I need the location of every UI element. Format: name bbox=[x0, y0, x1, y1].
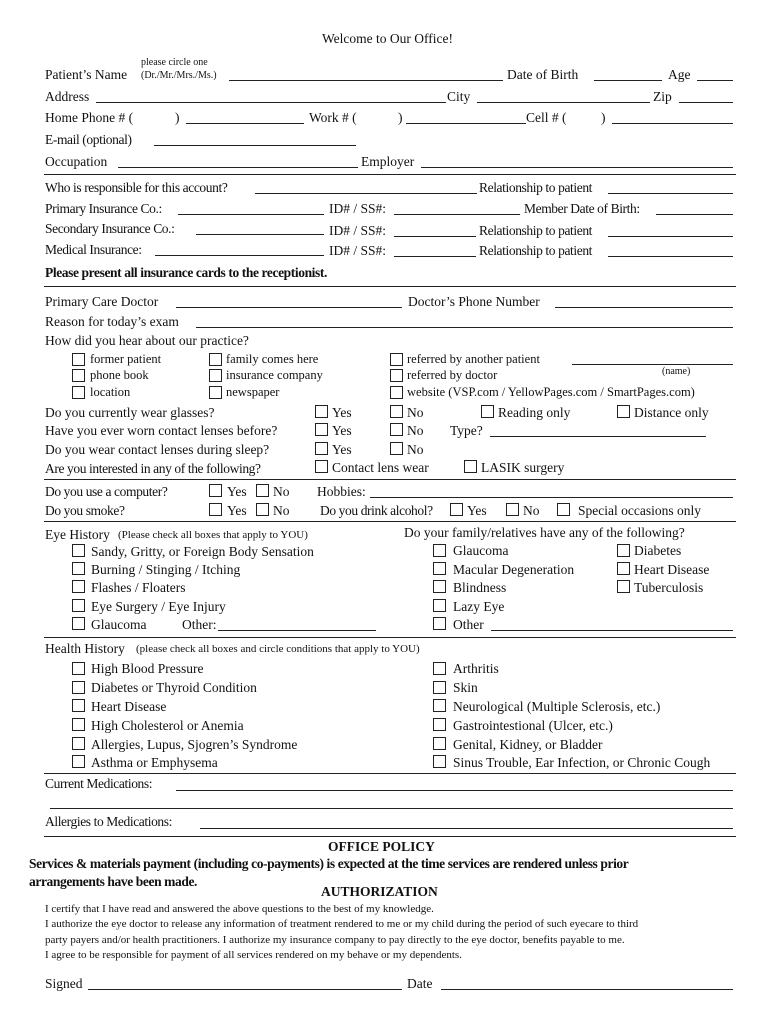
medical-relationship-field[interactable] bbox=[608, 256, 733, 257]
family-history-item: Glaucoma bbox=[453, 543, 509, 558]
work-phone-paren: ) bbox=[398, 110, 403, 125]
authorization-title: AUTHORIZATION bbox=[321, 884, 438, 899]
smoke-no-label: No bbox=[273, 503, 290, 518]
current-medications-label: Current Medications: bbox=[45, 776, 153, 791]
lens-type-field[interactable] bbox=[490, 436, 706, 437]
alcohol-no-label: No bbox=[523, 503, 540, 518]
family-other-field[interactable] bbox=[491, 630, 733, 631]
medical-insurance-field[interactable] bbox=[155, 255, 324, 256]
home-phone-paren: ) bbox=[175, 110, 180, 125]
date-label: Date bbox=[407, 976, 433, 991]
insurance-company-checkbox[interactable] bbox=[209, 369, 222, 382]
family-history-item: Heart Disease bbox=[634, 562, 710, 577]
secondary-relationship-field[interactable] bbox=[608, 236, 733, 237]
family-comes-here-checkbox[interactable] bbox=[209, 353, 222, 366]
sleep-no-label: No bbox=[407, 442, 424, 457]
interest-question: Are you interested in any of the following? bbox=[45, 461, 261, 476]
circle-hint: please circle one bbox=[141, 57, 208, 68]
eye-history-item: Sandy, Gritty, or Foreign Body Sensation bbox=[91, 544, 314, 559]
health-history-item: High Blood Pressure bbox=[91, 661, 204, 676]
authorization-line: I agree to be responsible for payment of all services rendered on my behave or my dependents. bbox=[45, 949, 462, 961]
divider bbox=[44, 521, 736, 522]
website-checkbox[interactable] bbox=[390, 386, 403, 399]
email-label: E-mail (optional) bbox=[45, 132, 132, 147]
family-history-checkbox[interactable] bbox=[433, 617, 446, 630]
zip-label: Zip bbox=[653, 89, 672, 104]
medical-relationship-label: Relationship to patient bbox=[479, 243, 593, 258]
family-history-title: Do your family/relatives have any of the following? bbox=[404, 525, 685, 540]
divider bbox=[44, 479, 736, 480]
family-history-item: Tuberculosis bbox=[634, 580, 704, 595]
doctor-phone-label: Doctor’s Phone Number bbox=[408, 294, 540, 309]
allergies-field[interactable] bbox=[200, 828, 733, 829]
family-history-item: Lazy Eye bbox=[453, 599, 505, 614]
divider bbox=[44, 286, 736, 287]
relationship-field[interactable] bbox=[608, 193, 733, 194]
distance-only-label: Distance only bbox=[634, 405, 709, 420]
health-history-checkbox[interactable] bbox=[433, 737, 446, 750]
contacts-yes-checkbox[interactable] bbox=[315, 423, 328, 436]
newspaper-checkbox[interactable] bbox=[209, 386, 222, 399]
health-history-checkbox[interactable] bbox=[433, 681, 446, 694]
cell-phone-field[interactable] bbox=[612, 123, 733, 124]
secondary-id-field[interactable] bbox=[394, 236, 476, 237]
family-history-checkbox[interactable] bbox=[433, 599, 446, 612]
referred-patient-label: referred by another patient bbox=[407, 352, 540, 366]
health-history-checkbox[interactable] bbox=[433, 755, 446, 768]
medical-insurance-label: Medical Insurance: bbox=[45, 242, 142, 257]
signature-date-field[interactable] bbox=[441, 989, 733, 990]
pcp-field[interactable] bbox=[176, 307, 402, 308]
contacts-no-label: No bbox=[407, 423, 424, 438]
smoke-yes-checkbox[interactable] bbox=[209, 503, 222, 516]
city-field[interactable] bbox=[477, 102, 650, 103]
alcohol-special-checkbox[interactable] bbox=[557, 503, 570, 516]
primary-id-label: ID# / SS#: bbox=[329, 201, 387, 216]
zip-field[interactable] bbox=[679, 102, 733, 103]
allergies-label: Allergies to Medications: bbox=[45, 814, 172, 829]
hobbies-label: Hobbies: bbox=[317, 484, 366, 499]
family-history-checkbox[interactable] bbox=[433, 544, 446, 557]
alcohol-question: Do you drink alcohol? bbox=[320, 503, 433, 518]
distance-only-checkbox[interactable] bbox=[617, 405, 630, 418]
family-history-item: Other bbox=[453, 617, 484, 632]
current-medications-field-2[interactable] bbox=[50, 808, 733, 809]
hobbies-field[interactable] bbox=[370, 497, 733, 498]
lasik-label: LASIK surgery bbox=[481, 460, 565, 475]
home-phone-label: Home Phone # ( bbox=[45, 110, 134, 125]
health-history-checkbox[interactable] bbox=[72, 699, 85, 712]
signed-label: Signed bbox=[45, 976, 83, 991]
sleep-yes-checkbox[interactable] bbox=[315, 442, 328, 455]
computer-yes-checkbox[interactable] bbox=[209, 484, 222, 497]
office-policy-title: OFFICE POLICY bbox=[328, 839, 435, 854]
contacts-no-checkbox[interactable] bbox=[390, 423, 403, 436]
reason-label: Reason for today’s exam bbox=[45, 314, 179, 329]
title-options: (Dr./Mr./Mrs./Ms.) bbox=[141, 70, 217, 81]
patient-name-label: Patient’s Name bbox=[45, 67, 128, 82]
sleep-yes-label: Yes bbox=[332, 442, 352, 457]
reason-field[interactable] bbox=[196, 327, 733, 328]
employer-label: Employer bbox=[361, 154, 415, 169]
health-history-item: Gastrointestional (Ulcer, etc.) bbox=[453, 718, 613, 733]
lasik-checkbox[interactable] bbox=[464, 460, 477, 473]
secondary-relationship-label: Relationship to patient bbox=[479, 223, 593, 238]
smoke-yes-label: Yes bbox=[227, 503, 247, 518]
current-medications-field[interactable] bbox=[176, 790, 733, 791]
authorization-line: I certify that I have read and answered the above questions to the best of my knowledge. bbox=[45, 903, 434, 915]
family-history-checkbox[interactable] bbox=[617, 544, 630, 557]
employer-field[interactable] bbox=[421, 167, 733, 168]
alcohol-yes-checkbox[interactable] bbox=[450, 503, 463, 516]
cell-phone-label: Cell # ( bbox=[526, 110, 567, 125]
former-patient-label: former patient bbox=[90, 352, 162, 366]
sleep-question: Do you wear contact lenses during sleep? bbox=[45, 442, 270, 457]
doctor-phone-field[interactable] bbox=[555, 307, 733, 308]
eye-history-title: Eye History bbox=[45, 527, 110, 542]
alcohol-no-checkbox[interactable] bbox=[506, 503, 519, 516]
health-history-title: Health History bbox=[45, 641, 125, 656]
health-history-checkbox[interactable] bbox=[72, 681, 85, 694]
occupation-field[interactable] bbox=[118, 167, 358, 168]
phone-book-label: phone book bbox=[90, 368, 149, 382]
eye-history-item: Glaucoma bbox=[91, 617, 147, 632]
pcp-label: Primary Care Doctor bbox=[45, 294, 159, 309]
contact-lens-wear-checkbox[interactable] bbox=[315, 460, 328, 473]
health-history-item: Allergies, Lupus, Sjogren’s Syndrome bbox=[91, 737, 298, 752]
health-history-item: Asthma or Emphysema bbox=[91, 755, 218, 770]
health-history-checkbox[interactable] bbox=[433, 662, 446, 675]
smoke-question: Do you smoke? bbox=[45, 503, 125, 518]
home-phone-field[interactable] bbox=[186, 123, 304, 124]
reading-only-checkbox[interactable] bbox=[481, 405, 494, 418]
occupation-label: Occupation bbox=[45, 154, 108, 169]
referrer-name-field[interactable] bbox=[572, 364, 733, 365]
signature-field[interactable] bbox=[88, 989, 402, 990]
patient-name-field[interactable] bbox=[229, 80, 503, 81]
contacts-question: Have you ever worn contact lenses before? bbox=[45, 423, 278, 438]
name-hint: (name) bbox=[662, 366, 691, 377]
glasses-question: Do you currently wear glasses? bbox=[45, 405, 215, 420]
eye-history-checkbox[interactable] bbox=[72, 617, 85, 630]
primary-insurance-field[interactable] bbox=[178, 214, 324, 215]
website-label: website (VSP.com / YellowPages.com / SmartPages.com) bbox=[407, 385, 695, 399]
glasses-no-checkbox[interactable] bbox=[390, 405, 403, 418]
referred-doctor-checkbox[interactable] bbox=[390, 369, 403, 382]
work-phone-field[interactable] bbox=[406, 123, 526, 124]
address-label: Address bbox=[45, 89, 90, 104]
secondary-insurance-label: Secondary Insurance Co.: bbox=[45, 221, 175, 236]
newspaper-label: newspaper bbox=[226, 385, 280, 399]
secondary-insurance-field[interactable] bbox=[196, 234, 324, 235]
family-history-item: Blindness bbox=[453, 580, 507, 595]
family-history-checkbox[interactable] bbox=[617, 580, 630, 593]
work-phone-label: Work # ( bbox=[309, 110, 357, 125]
location-label: location bbox=[90, 385, 131, 399]
responsible-field[interactable] bbox=[255, 193, 477, 194]
computer-question: Do you use a computer? bbox=[45, 484, 168, 499]
health-history-item: Heart Disease bbox=[91, 699, 167, 714]
contact-lens-wear-label: Contact lens wear bbox=[332, 460, 429, 475]
family-history-checkbox[interactable] bbox=[617, 562, 630, 575]
authorization-line: party payers and/or health practitioners. I authorize my insurance company to pay directly to the eye doctor, benefits payable to me. bbox=[45, 934, 625, 946]
eye-history-checkbox[interactable] bbox=[72, 599, 85, 612]
age-field[interactable] bbox=[697, 80, 733, 81]
health-history-checkbox[interactable] bbox=[72, 755, 85, 768]
location-checkbox[interactable] bbox=[72, 386, 85, 399]
reading-only-label: Reading only bbox=[498, 405, 571, 420]
health-history-item: Arthritis bbox=[453, 661, 499, 676]
authorization-line: I authorize the eye doctor to release any information of treatment rendered to me or my child during the period of such eyecare to third bbox=[45, 918, 639, 930]
referred-doctor-label: referred by doctor bbox=[407, 368, 498, 382]
dob-label: Date of Birth bbox=[507, 67, 579, 82]
member-dob-label: Member Date of Birth: bbox=[524, 201, 640, 216]
health-history-item: Skin bbox=[453, 680, 478, 695]
smoke-no-checkbox[interactable] bbox=[256, 503, 269, 516]
sleep-no-checkbox[interactable] bbox=[390, 442, 403, 455]
health-history-hint: (please check all boxes and circle conditions that apply to YOU) bbox=[136, 643, 420, 655]
phone-book-checkbox[interactable] bbox=[72, 369, 85, 382]
health-history-item: Genital, Kidney, or Bladder bbox=[453, 737, 603, 752]
family-history-item: Macular Degeneration bbox=[453, 562, 575, 577]
divider bbox=[44, 773, 736, 774]
alcohol-yes-label: Yes bbox=[467, 503, 487, 518]
contacts-yes-label: Yes bbox=[332, 423, 352, 438]
insurance-company-label: insurance company bbox=[226, 368, 323, 382]
glasses-yes-checkbox[interactable] bbox=[315, 405, 328, 418]
lens-type-label: Type? bbox=[450, 423, 483, 438]
family-history-item: Diabetes bbox=[634, 543, 682, 558]
hear-about-label: How did you hear about our practice? bbox=[45, 333, 249, 348]
family-comes-here-label: family comes here bbox=[226, 352, 319, 366]
health-history-item: Diabetes or Thyroid Condition bbox=[91, 680, 257, 695]
computer-no-label: No bbox=[273, 484, 290, 499]
office-policy-text: Services & materials payment (including co-payments) is expected at the time services are rendered unless prior bbox=[29, 856, 629, 871]
health-history-checkbox[interactable] bbox=[433, 699, 446, 712]
eye-history-hint: (Please check all boxes that apply to YOU) bbox=[118, 529, 308, 541]
computer-no-checkbox[interactable] bbox=[256, 484, 269, 497]
primary-insurance-label: Primary Insurance Co.: bbox=[45, 201, 162, 216]
computer-yes-label: Yes bbox=[227, 484, 247, 499]
city-label: City bbox=[447, 89, 471, 104]
responsible-label: Who is responsible for this account? bbox=[45, 180, 228, 195]
medical-id-field[interactable] bbox=[394, 256, 476, 257]
former-patient-checkbox[interactable] bbox=[72, 353, 85, 366]
family-history-checkbox[interactable] bbox=[433, 562, 446, 575]
age-label: Age bbox=[668, 67, 691, 82]
health-history-checkbox[interactable] bbox=[433, 718, 446, 731]
family-history-checkbox[interactable] bbox=[433, 580, 446, 593]
primary-id-field[interactable] bbox=[394, 214, 520, 215]
form-title: Welcome to Our Office! bbox=[322, 31, 453, 46]
medical-id-label: ID# / SS#: bbox=[329, 243, 387, 258]
health-history-item: Neurological (Multiple Sclerosis, etc.) bbox=[453, 699, 661, 714]
divider bbox=[44, 637, 736, 638]
eye-history-checkbox[interactable] bbox=[72, 562, 85, 575]
divider bbox=[44, 836, 736, 837]
dob-field[interactable] bbox=[594, 80, 662, 81]
secondary-id-label: ID# / SS#: bbox=[329, 223, 387, 238]
referred-patient-checkbox[interactable] bbox=[390, 353, 403, 366]
eye-history-checkbox[interactable] bbox=[72, 580, 85, 593]
eye-history-item: Eye Surgery / Eye Injury bbox=[91, 599, 226, 614]
address-field[interactable] bbox=[96, 102, 446, 103]
eye-other-label: Other: bbox=[182, 617, 217, 632]
eye-other-field[interactable] bbox=[218, 630, 376, 631]
email-field[interactable] bbox=[154, 145, 356, 146]
eye-history-item: Burning / Stinging / Itching bbox=[91, 562, 241, 577]
glasses-yes-label: Yes bbox=[332, 405, 352, 420]
relationship-label: Relationship to patient bbox=[479, 180, 593, 195]
health-history-item: Sinus Trouble, Ear Infection, or Chronic Cough bbox=[453, 755, 711, 770]
cell-phone-paren: ) bbox=[601, 110, 606, 125]
health-history-checkbox[interactable] bbox=[72, 737, 85, 750]
health-history-item: High Cholesterol or Anemia bbox=[91, 718, 244, 733]
alcohol-special-label: Special occasions only bbox=[578, 503, 701, 518]
member-dob-field[interactable] bbox=[656, 214, 733, 215]
eye-history-checkbox[interactable] bbox=[72, 544, 85, 557]
insurance-cards-note: Please present all insurance cards to the receptionist. bbox=[45, 265, 327, 280]
eye-history-item: Flashes / Floaters bbox=[91, 580, 186, 595]
divider bbox=[44, 174, 736, 175]
health-history-checkbox[interactable] bbox=[72, 662, 85, 675]
office-policy-text-2: arrangements have been made. bbox=[29, 874, 198, 889]
glasses-no-label: No bbox=[407, 405, 424, 420]
health-history-checkbox[interactable] bbox=[72, 718, 85, 731]
